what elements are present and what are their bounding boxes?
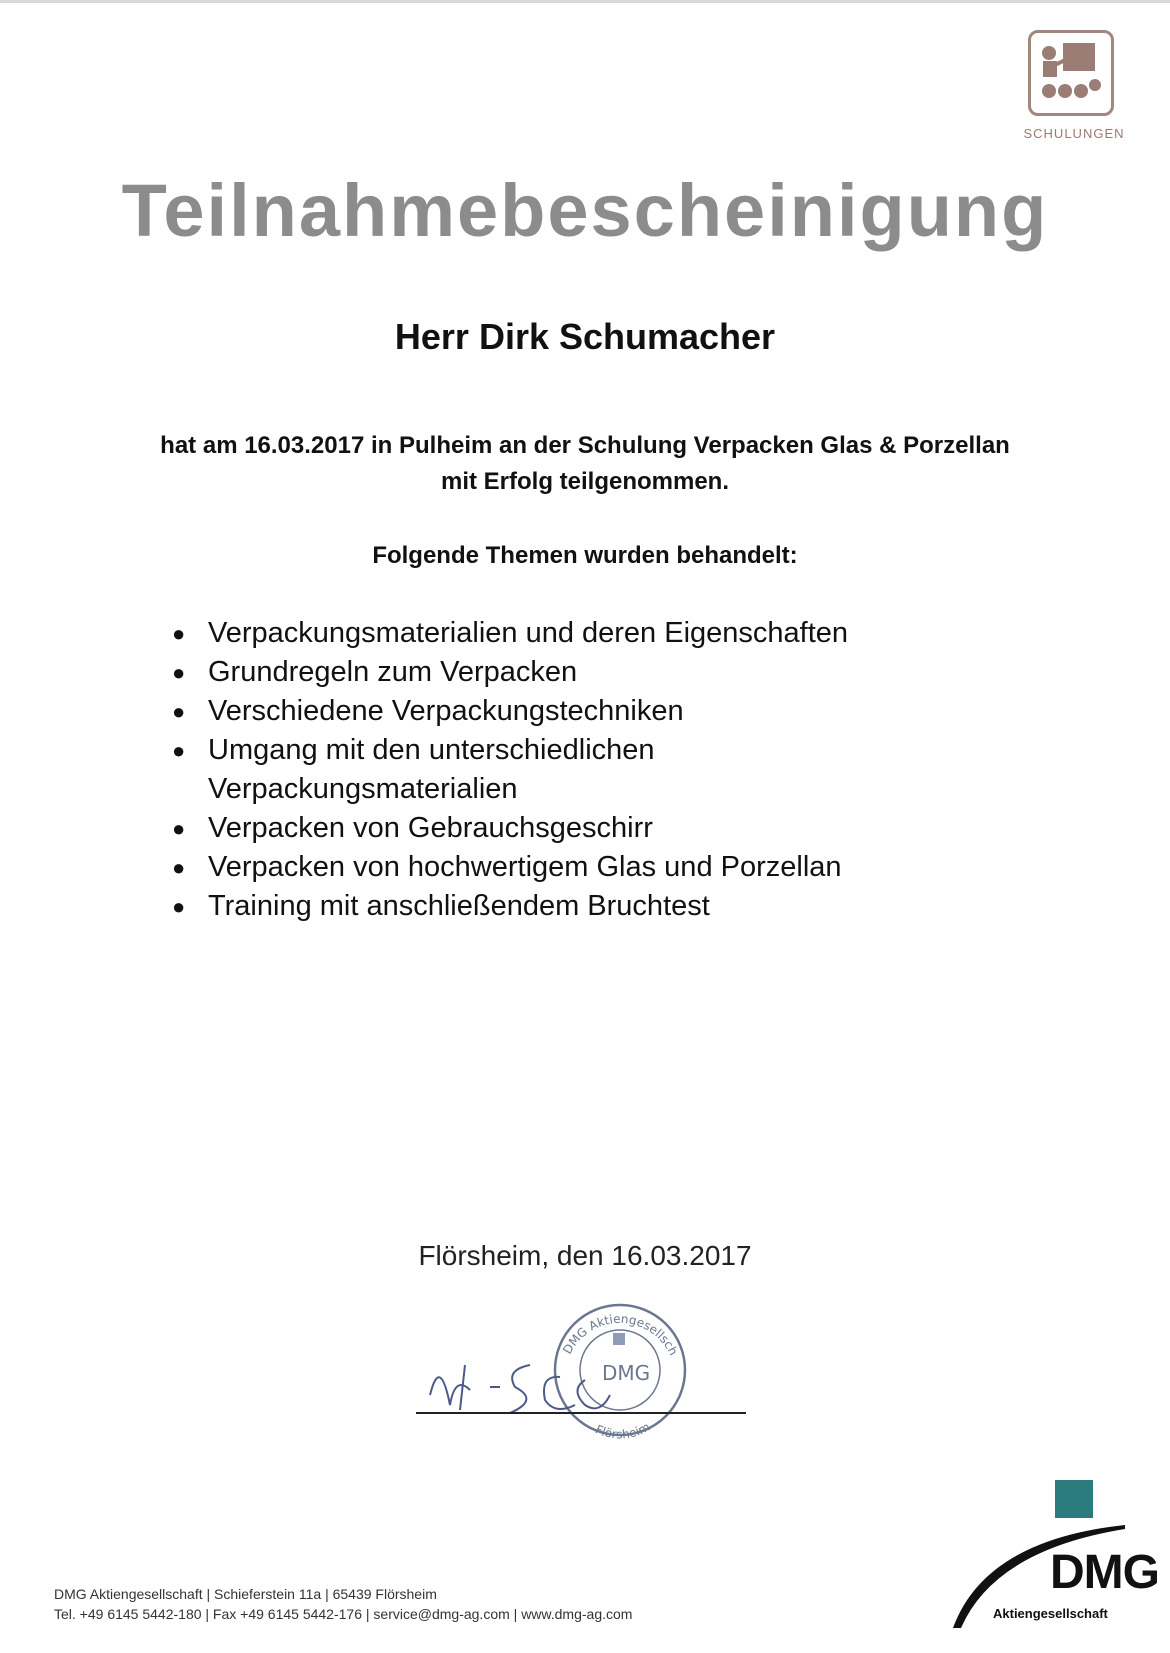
list-item bbox=[172, 731, 932, 809]
logo-label: SCHULUNGEN bbox=[1023, 126, 1125, 141]
stamp-bottom-text: Flörsheim bbox=[593, 1419, 653, 1442]
list-item bbox=[172, 692, 932, 731]
topics-heading: Folgende Themen wurden behandelt: bbox=[372, 542, 798, 569]
signature-area bbox=[410, 1295, 760, 1445]
topic-text: Verpacken von hochwertigem Glas und Porzellan bbox=[208, 851, 842, 883]
bullet-icon: ● bbox=[172, 816, 186, 841]
list-item bbox=[172, 887, 932, 926]
schulungen-logo bbox=[1014, 28, 1134, 148]
list-item bbox=[172, 614, 932, 653]
signature-line bbox=[416, 1412, 746, 1414]
handwritten-signature bbox=[430, 1365, 610, 1413]
recipient-name: Herr Dirk Schumacher bbox=[394, 316, 776, 357]
place-and-date: Flörsheim, den 16.03.2017 bbox=[418, 1240, 752, 1271]
topic-text: Training mit anschließendem Bruchtest bbox=[208, 890, 710, 922]
bullet-icon: ● bbox=[172, 699, 186, 724]
footer-line-2: Tel. +49 6145 5442-180 | Fax +49 6145 5442-176 | service@dmg-ag.com | www.dmg-ag.com bbox=[54, 1606, 633, 1622]
brand-name: DMG bbox=[1050, 1546, 1159, 1599]
list-item bbox=[172, 653, 932, 692]
topic-text: Verpacken von Gebrauchsgeschirr bbox=[208, 812, 653, 844]
topic-text: Grundregeln zum Verpacken bbox=[208, 656, 578, 688]
topic-text: Umgang mit den unterschiedlichen Verpackungsmaterialien bbox=[208, 734, 655, 805]
company-stamp bbox=[410, 1295, 685, 1441]
footer-line-1: DMG Aktiengesellschaft | Schieferstein 11a | 65439 Flörsheim bbox=[54, 1586, 437, 1602]
page-top-edge bbox=[0, 0, 1170, 3]
bullet-icon: ● bbox=[172, 660, 186, 685]
presenter-icon bbox=[1028, 30, 1114, 116]
participation-statement: hat am 16.03.2017 in Pulheim an der Schulung Verpacken Glas & Porzellan mit Erfolg teilgenommen. bbox=[160, 432, 1010, 495]
bullet-icon: ● bbox=[172, 738, 186, 763]
topic-text: Verpackungsmaterialien und deren Eigenschaften bbox=[208, 617, 849, 649]
page-title: Teilnahmebescheinigung bbox=[121, 169, 1049, 252]
bullet-icon: ● bbox=[172, 621, 186, 646]
list-item bbox=[172, 848, 932, 887]
signature-and-stamp bbox=[410, 1295, 760, 1445]
bullet-icon: ● bbox=[172, 855, 186, 880]
stamp-center-text: DMG bbox=[602, 1361, 651, 1385]
list-item bbox=[172, 809, 932, 848]
bullet-icon: ● bbox=[172, 894, 186, 919]
footer-address bbox=[54, 1584, 632, 1624]
stamp-ring-text: DMG Aktiengesellsch bbox=[560, 1311, 681, 1358]
brand-subtitle: Aktiengesellschaft bbox=[993, 1606, 1108, 1621]
brand-square bbox=[1055, 1480, 1093, 1518]
topic-text: Verschiedene Verpackungstechniken bbox=[208, 695, 684, 727]
dmg-logo bbox=[945, 1480, 1159, 1630]
topics-list bbox=[172, 614, 932, 926]
